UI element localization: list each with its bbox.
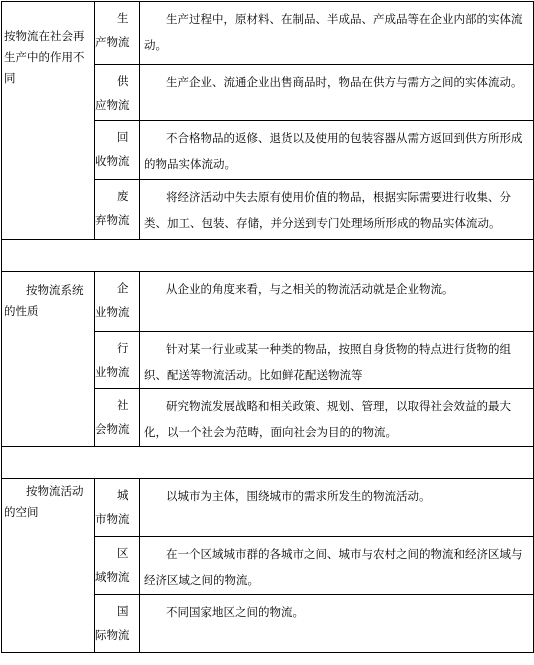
type-label: 企业物流 bbox=[95, 281, 130, 319]
desc-cell bbox=[140, 332, 534, 389]
type-cell bbox=[95, 180, 140, 240]
category-label: 按物流在社会再生产中的作用不同 bbox=[4, 29, 85, 85]
desc-cell bbox=[140, 65, 534, 121]
type-cell bbox=[95, 389, 140, 447]
type-cell bbox=[95, 65, 140, 121]
desc-cell bbox=[140, 479, 534, 537]
desc-text: 不同国家地区之间的物流。 bbox=[166, 605, 304, 619]
type-cell bbox=[95, 121, 140, 180]
type-label: 生产物流 bbox=[95, 11, 130, 49]
type-cell bbox=[95, 479, 140, 537]
desc-text: 在一个区域城市群的各城市之间、城市与农村之间的物流和经济区域与经济区域之间的物流。 bbox=[144, 547, 523, 587]
desc-text: 生产企业、流通企业出售商品时，物品在供方与需方之间的实体流动。 bbox=[166, 75, 523, 89]
desc-cell bbox=[140, 272, 534, 332]
type-cell bbox=[95, 537, 140, 595]
type-label: 供应物流 bbox=[95, 74, 130, 112]
type-cell bbox=[95, 332, 140, 389]
table-row bbox=[2, 272, 534, 332]
desc-cell bbox=[140, 180, 534, 240]
category-cell bbox=[2, 2, 95, 240]
table-row bbox=[2, 2, 534, 65]
type-label: 废弃物流 bbox=[95, 189, 130, 227]
desc-text: 不合格物品的返修、退货以及使用的包装容器从需方返回到供方所形成的物品实体流动。 bbox=[144, 131, 523, 171]
separator-row bbox=[2, 240, 534, 272]
type-cell bbox=[95, 2, 140, 65]
type-cell bbox=[95, 595, 140, 653]
category-cell bbox=[2, 479, 95, 653]
desc-cell bbox=[140, 2, 534, 65]
category-label: 按物流活动的空间 bbox=[4, 484, 84, 519]
desc-text: 将经济活动中失去原有使用价值的物品，根据实际需要进行收集、分类、加工、包装、存储，并分送到专门处理场所形成的物品实体流动。 bbox=[144, 190, 511, 230]
desc-text: 生产过程中，原材料、在制品、半成品、产成品等在企业内部的实体流动。 bbox=[144, 12, 523, 52]
type-label: 城市物流 bbox=[95, 488, 130, 526]
desc-text: 研究物流发展战略和相关政策、规划、管理，以取得社会效益的最大化，以一个社会为范畴，面向社会为目的的物流。 bbox=[144, 399, 511, 439]
type-cell bbox=[95, 272, 140, 332]
type-label: 区域物流 bbox=[95, 546, 130, 584]
desc-cell bbox=[140, 121, 534, 180]
separator-row bbox=[2, 447, 534, 479]
category-cell bbox=[2, 272, 95, 447]
category-label: 按物流系统的性质 bbox=[4, 283, 84, 318]
type-label: 回收物流 bbox=[95, 130, 130, 168]
desc-cell bbox=[140, 595, 534, 653]
type-label: 行业物流 bbox=[95, 341, 130, 379]
logistics-classification-table bbox=[1, 1, 534, 653]
desc-text: 以城市为主体，围绕城市的需求所发生的物流活动。 bbox=[166, 489, 431, 503]
desc-text: 从企业的角度来看，与之相关的物流活动就是企业物流。 bbox=[166, 282, 454, 296]
desc-cell bbox=[140, 537, 534, 595]
type-label: 社会物流 bbox=[95, 398, 130, 436]
table-row bbox=[2, 479, 534, 537]
desc-cell bbox=[140, 389, 534, 447]
type-label: 国际物流 bbox=[95, 604, 130, 642]
desc-text: 针对某一行业或某一种类的物品，按照自身货物的特点进行货物的组织、配送等物流活动。比如鲜花配送物流等 bbox=[144, 342, 511, 382]
